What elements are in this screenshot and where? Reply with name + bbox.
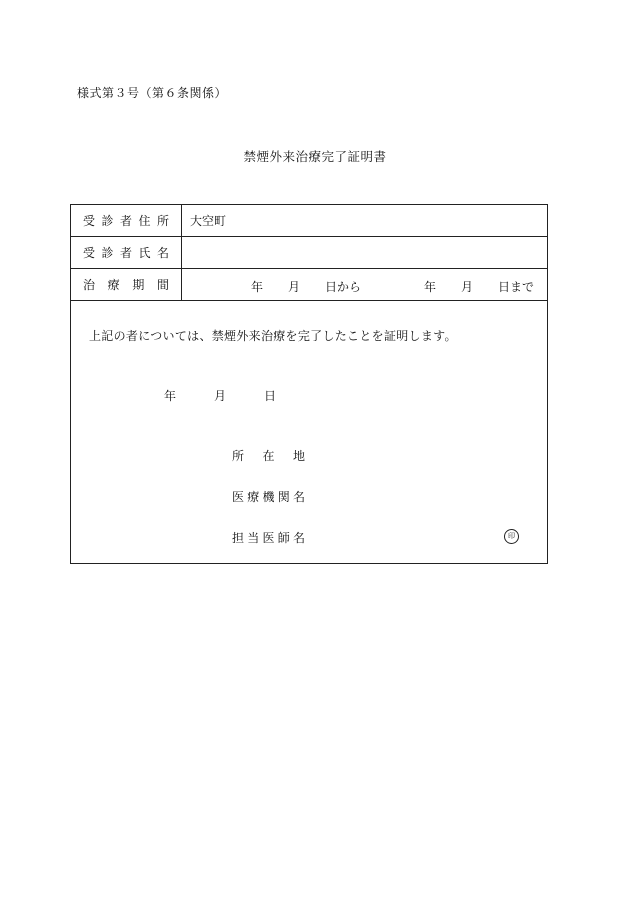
certification-year-unit: 年 <box>164 389 177 403</box>
location-label: 所 在 地 <box>232 449 305 463</box>
end-year-unit: 年 <box>424 280 437 294</box>
start-month-unit: 月 <box>288 280 301 294</box>
seal-mark-icon: 印 <box>504 529 519 544</box>
institution-name-label: 医 療 機 関 名 <box>232 490 305 504</box>
treatment-period-row <box>71 269 547 301</box>
treatment-period-field[interactable] <box>182 269 547 300</box>
patient-name-label: 受 診 者 氏 名 <box>71 237 182 268</box>
doctor-name-label: 担 当 医 師 名 <box>232 531 305 545</box>
document-title: 禁煙外来治療完了証明書 <box>243 149 387 164</box>
patient-name-row <box>71 237 547 269</box>
certification-day-unit: 日 <box>264 389 277 403</box>
start-day-unit: 日から <box>325 280 362 294</box>
patient-address-field[interactable]: 大空町 <box>190 214 227 228</box>
start-year-unit: 年 <box>251 280 264 294</box>
certification-statement: 上記の者については、禁煙外来治療を完了したことを証明します。 <box>89 329 457 343</box>
patient-address-row <box>71 205 547 237</box>
end-day-unit: 日まで <box>498 280 535 294</box>
form-number: 様式第３号（第６条関係） <box>77 86 228 100</box>
patient-address-label: 受 診 者 住 所 <box>71 205 182 236</box>
patient-name-field[interactable] <box>182 237 547 268</box>
end-month-unit: 月 <box>461 280 474 294</box>
treatment-period-label: 治 療 期 間 <box>71 269 182 300</box>
certificate-form <box>70 204 548 564</box>
certification-month-unit: 月 <box>214 389 227 403</box>
